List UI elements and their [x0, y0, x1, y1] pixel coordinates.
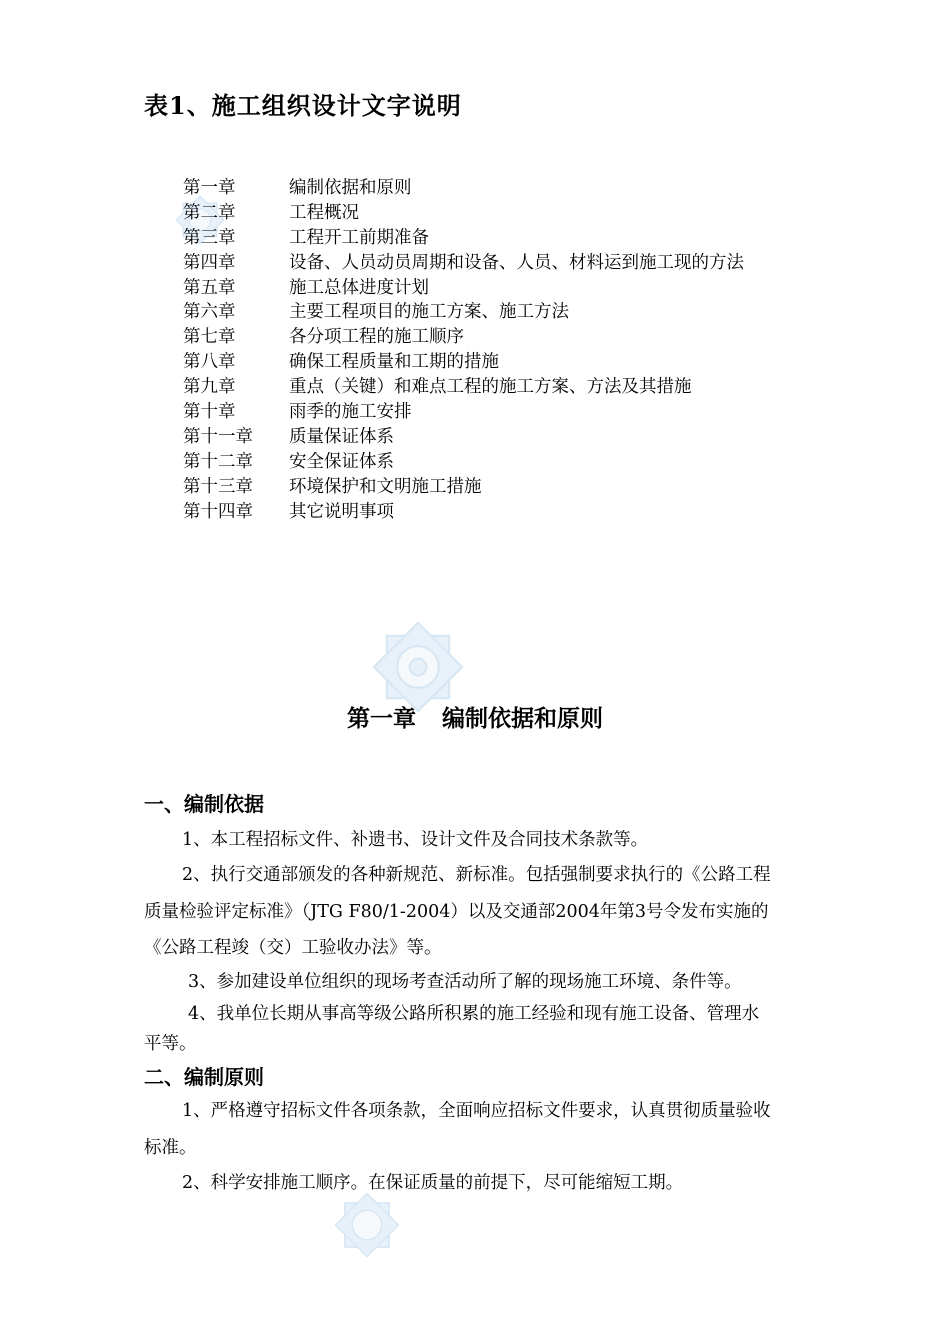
toc-chapter-number: 第十章 — [183, 402, 236, 423]
paragraph: 3、参加建设单位组织的现场考查活动所了解的现场施工环境、条件等。 — [188, 972, 742, 992]
toc-chapter-number: 第五章 — [183, 277, 236, 298]
watermark-logo-icon — [330, 1188, 404, 1262]
paragraph-line: 平等。 — [144, 1034, 197, 1054]
paragraph-line: 4、我单位长期从事高等级公路所积累的施工经验和现有施工设备、管理水 — [188, 1004, 760, 1024]
toc-chapter-title: 主要工程项目的施工方案、施工方法 — [289, 302, 569, 323]
paragraph: 1、本工程招标文件、补遗书、设计文件及合同技术条款等。 — [182, 830, 649, 850]
toc-chapter-title: 各分项工程的施工顺序 — [289, 327, 464, 348]
toc-item — [183, 176, 744, 201]
toc-chapter-title: 施工总体进度计划 — [289, 277, 429, 298]
toc-item — [183, 226, 744, 251]
paragraph-line: 2、执行交通部颁发的各种新规范、新标准。包括强制要求执行的《公路工程 — [182, 865, 771, 885]
toc-item — [183, 201, 744, 226]
paragraph: 2、科学安排施工顺序。在保证质量的前提下，尽可能缩短工期。 — [182, 1173, 684, 1193]
paragraph-line: 1、严格遵守招标文件各项条款，全面响应招标文件要求，认真贯彻质量验收 — [182, 1101, 771, 1121]
toc-chapter-title: 质量保证体系 — [289, 426, 394, 447]
chapter-title: 编制依据和原则 — [442, 705, 603, 732]
paragraph-line: 质量检验评定标准》（JTG F80/1-2004）以及交通部2004年第3号令发布实施的 — [144, 902, 769, 922]
toc-chapter-number: 第八章 — [183, 352, 236, 373]
toc-chapter-title: 安全保证体系 — [289, 451, 394, 472]
toc-chapter-number: 第十四章 — [183, 501, 253, 522]
toc-chapter-number: 第六章 — [183, 302, 236, 323]
toc-chapter-number: 第十二章 — [183, 451, 253, 472]
toc-chapter-number: 第十一章 — [183, 426, 253, 447]
toc-item — [183, 300, 744, 325]
toc-chapter-title: 其它说明事项 — [289, 501, 394, 522]
toc-chapter-number: 第一章 — [183, 178, 236, 198]
toc-chapter-title: 工程概况 — [289, 202, 359, 223]
toc-chapter-number: 第九章 — [183, 377, 236, 398]
toc-chapter-number: 第七章 — [183, 327, 236, 348]
toc-item — [183, 500, 744, 525]
toc-item — [183, 425, 744, 450]
page-title: 表1、施工组织设计文字说明 — [144, 91, 462, 120]
toc-item — [183, 475, 744, 500]
toc-item — [183, 375, 744, 400]
table-of-contents — [183, 176, 744, 524]
toc-chapter-title: 环境保护和文明施工措施 — [289, 476, 482, 497]
toc-chapter-number: 第三章 — [183, 227, 236, 248]
section-heading-principles: 二、编制原则 — [144, 1065, 264, 1089]
toc-chapter-title: 设备、人员动员周期和设备、人员、材料运到施工现的方法 — [289, 252, 744, 273]
toc-chapter-title: 雨季的施工安排 — [289, 402, 412, 423]
toc-item — [183, 325, 744, 350]
toc-item — [183, 400, 744, 425]
toc-chapter-number: 第四章 — [183, 252, 236, 273]
toc-chapter-title: 工程开工前期准备 — [289, 227, 429, 248]
toc-chapter-number: 第二章 — [183, 202, 236, 223]
toc-chapter-number: 第十三章 — [183, 476, 253, 497]
toc-item — [183, 450, 744, 475]
toc-chapter-title: 确保工程质量和工期的措施 — [289, 352, 499, 373]
paragraph-line: 标准。 — [144, 1138, 197, 1158]
chapter-label: 第一章 — [347, 705, 416, 732]
toc-item — [183, 350, 744, 375]
toc-chapter-title: 重点（关键）和难点工程的施工方案、方法及其措施 — [289, 377, 692, 398]
toc-item — [183, 276, 744, 301]
toc-item — [183, 251, 744, 276]
paragraph-line: 《公路工程竣（交）工验收办法》等。 — [144, 938, 442, 958]
section-heading-basis: 一、编制依据 — [144, 792, 264, 816]
chapter-heading — [0, 700, 950, 733]
toc-chapter-title: 编制依据和原则 — [289, 178, 412, 198]
